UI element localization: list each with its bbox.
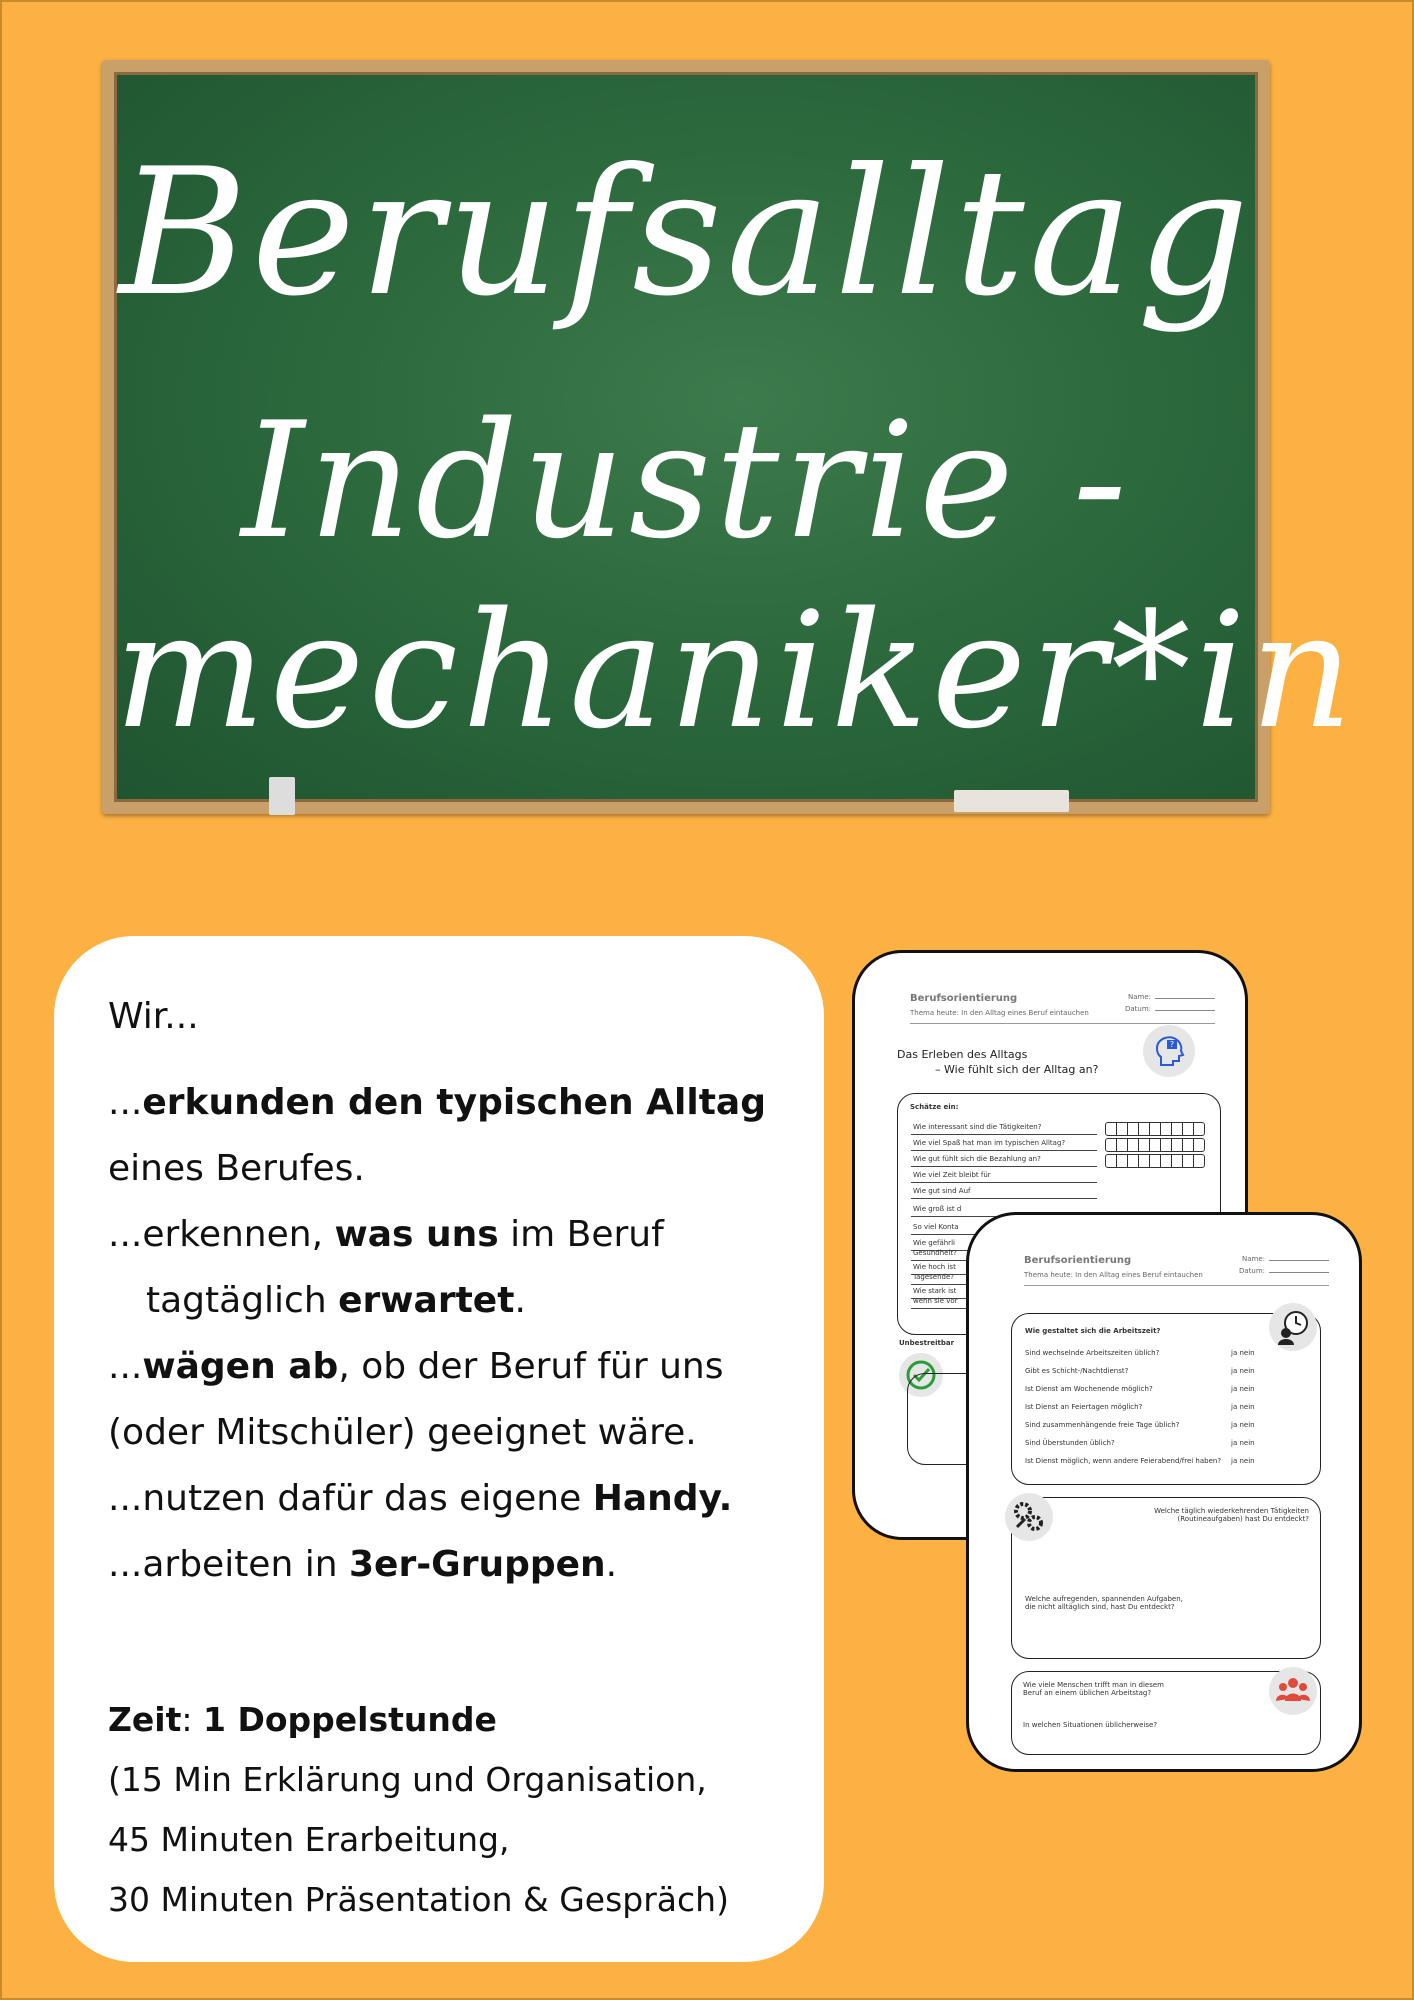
worktime-row-label: Sind zusammenhängende freie Tage üblich? xyxy=(1025,1421,1180,1429)
worktime-row-label: Gibt es Schicht-/Nachtdienst? xyxy=(1025,1367,1129,1375)
title-line-3: mechaniker*in xyxy=(114,577,1358,764)
sheet-subheader: Thema heute: In den Alltag eines Beruf eintauchen xyxy=(1024,1271,1203,1279)
footer-label: Unbestreitbar xyxy=(899,1339,955,1347)
yes-no-options: ja nein xyxy=(1231,1367,1255,1375)
yes-no-options: ja nein xyxy=(1231,1403,1255,1411)
time-detail-3: 30 Minuten Präsentation & Gespräch) xyxy=(108,1880,729,1919)
sheet-title: Das Erleben des Alltags xyxy=(897,1048,1028,1061)
rating-row-label: Wie stark ist xyxy=(913,1287,957,1295)
sheet-subheader: Thema heute: In den Alltag eines Beruf eintauchen xyxy=(910,1009,1089,1017)
rating-row-line xyxy=(911,1182,1097,1183)
goal-1: ...erkunden den typischen Alltag xyxy=(108,1082,766,1123)
exciting-tasks-question: Welche aufregenden, spannenden Aufgaben, die nicht alltäglich sind, hast Du entdeckt? xyxy=(1025,1595,1183,1611)
rating-row-label: Tagesende? xyxy=(913,1273,955,1281)
date-field: Datum: xyxy=(1239,1267,1329,1275)
divider xyxy=(910,1023,1215,1024)
rating-scale xyxy=(1105,1138,1205,1152)
rating-box-title: Schätze ein: xyxy=(910,1103,959,1111)
sheet-subtitle: – Wie fühlt sich der Alltag an? xyxy=(935,1063,1099,1076)
worktime-row-label: Sind wechselnde Arbeitszeiten üblich? xyxy=(1025,1349,1160,1357)
divider xyxy=(1024,1285,1329,1286)
worktime-row-label: Sind Überstunden üblich? xyxy=(1025,1439,1115,1447)
gears-icon xyxy=(1005,1493,1053,1541)
svg-text:?: ? xyxy=(1169,1040,1175,1049)
chalk-piece xyxy=(269,777,295,815)
worktime-row-label: Ist Dienst an Feiertagen möglich? xyxy=(1025,1403,1143,1411)
yes-no-options: ja nein xyxy=(1231,1457,1255,1465)
date-field: Datum: xyxy=(1125,1005,1215,1013)
rating-row-label: Wie interessant sind die Tätigkeiten? xyxy=(913,1123,1042,1131)
rating-scale xyxy=(1105,1154,1205,1168)
worktime-row-label: Ist Dienst am Wochenende möglich? xyxy=(1025,1385,1153,1393)
goal-3-cont: (oder Mitschüler) geeignet wäre. xyxy=(108,1412,697,1453)
chalkboard xyxy=(102,60,1358,814)
head-question-icon xyxy=(1143,1025,1195,1077)
rating-row-label: Wie gut sind Auf xyxy=(913,1187,971,1195)
goal-5: ...arbeiten in 3er-Gruppen. xyxy=(108,1544,618,1585)
group-icon xyxy=(1269,1667,1317,1715)
rating-row-label: Wie groß ist d xyxy=(913,1205,962,1213)
goal-1-cont: eines Berufes. xyxy=(108,1148,365,1189)
worktime-row-label: Ist Dienst möglich, wenn andere Feierabend/frei haben? xyxy=(1025,1457,1222,1465)
routine-question: Welche täglich wiederkehrenden Tätigkeiten (Routineaufgaben) hast Du entdeckt? xyxy=(1154,1507,1309,1523)
rating-row-label: So viel Konta xyxy=(913,1223,959,1231)
people-question: Wie viele Menschen trifft man in diesem Beruf an einem üblichen Arbeitstag? xyxy=(1023,1681,1165,1697)
name-field: Name: xyxy=(1242,1255,1329,1263)
description-card xyxy=(54,936,824,1962)
goal-4: ...nutzen dafür das eigene Handy. xyxy=(108,1478,733,1519)
title-line-1: Berufsalltag xyxy=(118,132,1254,335)
goal-2-cont: tagtäglich erwartet. xyxy=(146,1280,526,1321)
situations-question: In welchen Situationen üblicherweise? xyxy=(1023,1721,1158,1729)
rating-row-label: Wie gut fühlt sich die Bezahlung an? xyxy=(913,1155,1041,1163)
worksheet-preview-2 xyxy=(966,1212,1362,1772)
rating-row-line xyxy=(911,1198,1097,1199)
goal-3: ...wägen ab, ob der Beruf für uns xyxy=(108,1346,724,1387)
intro-text: Wir... xyxy=(108,996,199,1037)
title-line-2: Industrie - xyxy=(241,387,1131,574)
name-field: Name: xyxy=(1128,993,1215,1001)
rating-row-label: Wie gefährli xyxy=(913,1239,955,1247)
chalk-eraser xyxy=(954,790,1069,812)
rating-row-label: Wie viel Spaß hat man im typischen Alltag? xyxy=(913,1139,1066,1147)
rating-row-label: Gesundheit? xyxy=(913,1249,957,1257)
rating-row-label: Wie hoch ist xyxy=(913,1263,956,1271)
sheet-header: Berufsorientierung xyxy=(910,993,1018,1004)
yes-no-options: ja nein xyxy=(1231,1421,1255,1429)
worktime-title: Wie gestaltet sich die Arbeitszeit? xyxy=(1025,1327,1161,1335)
rating-scale xyxy=(1105,1122,1205,1136)
yes-no-options: ja nein xyxy=(1231,1349,1255,1357)
rating-row-line xyxy=(911,1150,1097,1151)
sheet-header: Berufsorientierung xyxy=(1024,1255,1132,1266)
rating-row-line xyxy=(911,1134,1097,1135)
goal-2: ...erkennen, was uns im Beruf xyxy=(108,1214,664,1255)
time-detail-1: (15 Min Erklärung und Organisation, xyxy=(108,1760,707,1799)
time-line: Zeit: 1 Doppelstunde xyxy=(108,1700,497,1739)
yes-no-options: ja nein xyxy=(1231,1439,1255,1447)
rating-row-line xyxy=(911,1166,1097,1167)
time-detail-2: 45 Minuten Erarbeitung, xyxy=(108,1820,510,1859)
clock-person-icon xyxy=(1269,1303,1317,1351)
rating-row-label: wenn sie vor xyxy=(913,1297,958,1305)
rating-row-label: Wie viel Zeit bleibt für xyxy=(913,1171,991,1179)
yes-no-options: ja nein xyxy=(1231,1385,1255,1393)
